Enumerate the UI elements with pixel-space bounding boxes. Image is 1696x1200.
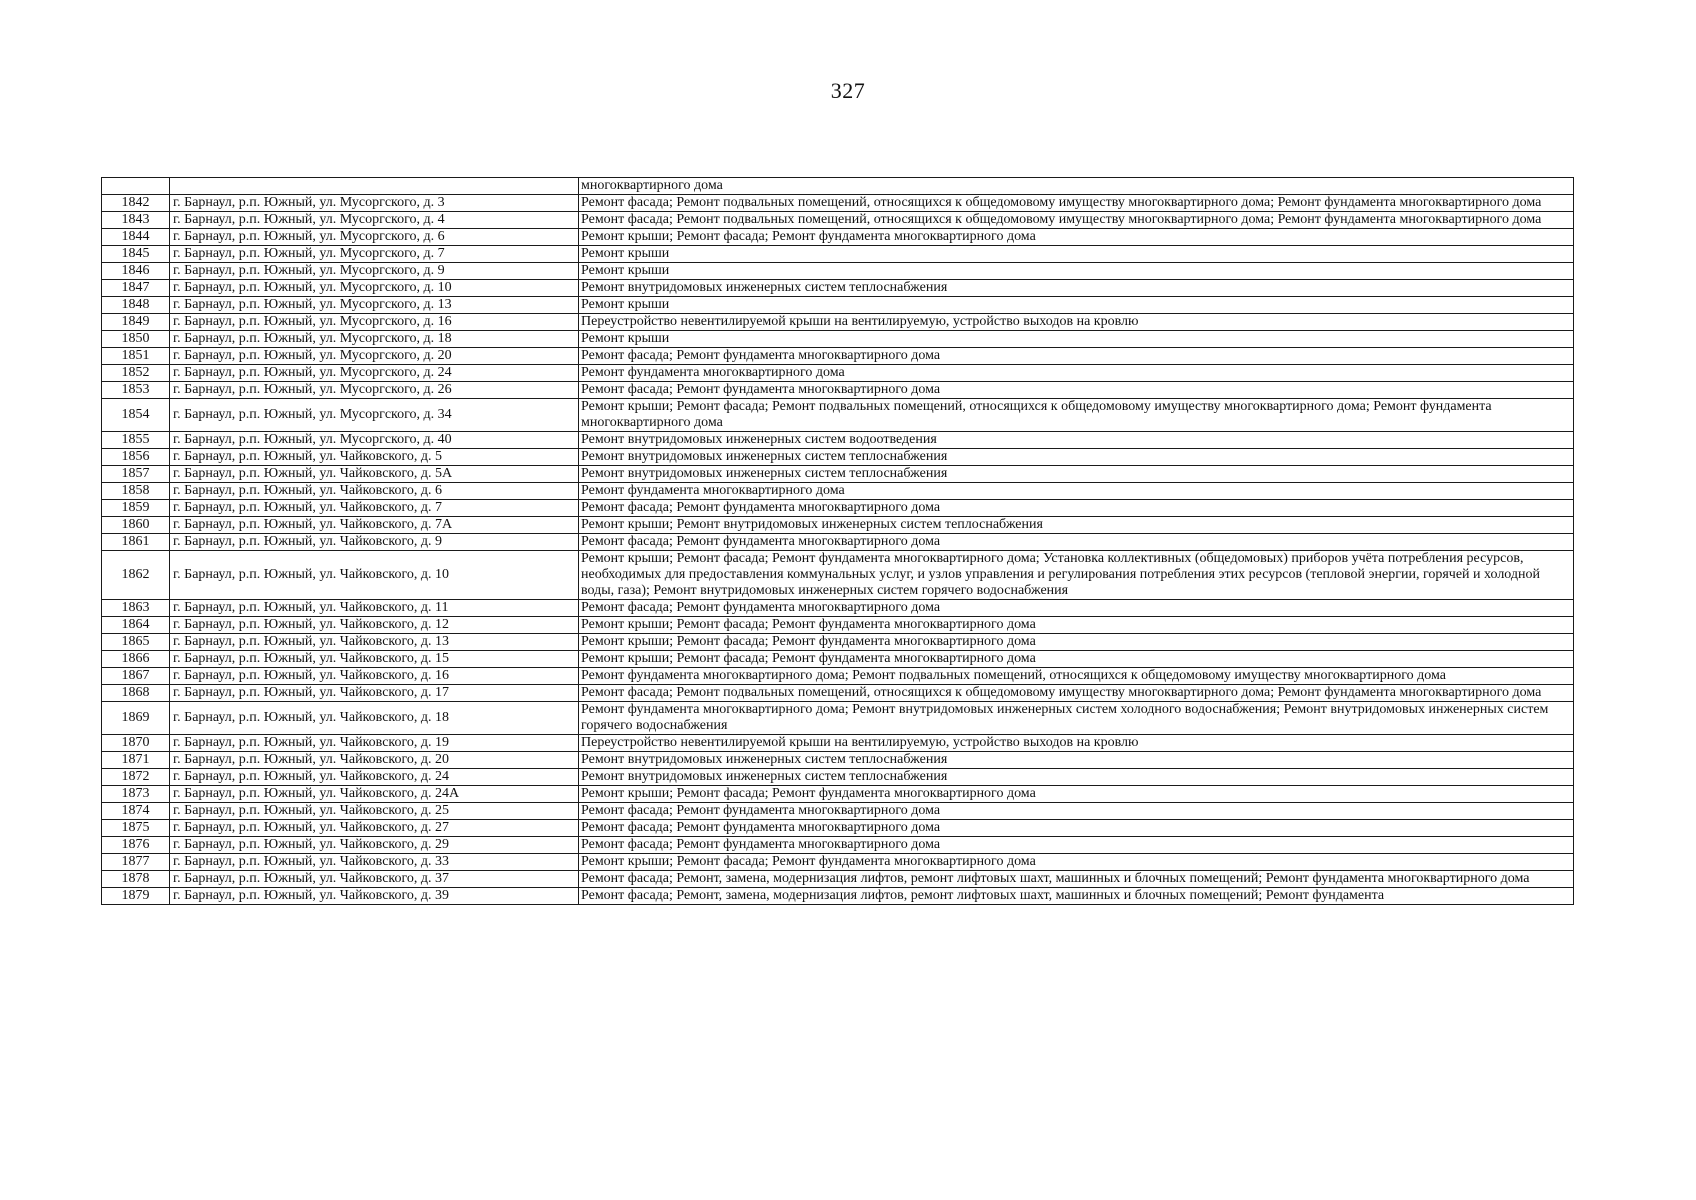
works-cell: Ремонт фасада; Ремонт фундамента многоквартирного дома [579, 500, 1574, 517]
row-number-cell: 1847 [102, 280, 170, 297]
row-number-cell: 1859 [102, 500, 170, 517]
table-body [102, 178, 1574, 905]
address-cell: г. Барнаул, р.п. Южный, ул. Чайковского, д. 11 [170, 600, 579, 617]
address-cell: г. Барнаул, р.п. Южный, ул. Мусоргского, д. 16 [170, 314, 579, 331]
table-row [102, 702, 1574, 735]
table-row [102, 752, 1574, 769]
table-row [102, 871, 1574, 888]
table-row [102, 685, 1574, 702]
table-row [102, 500, 1574, 517]
table-row [102, 348, 1574, 365]
table-row [102, 888, 1574, 905]
works-cell: Ремонт крыши; Ремонт фасада; Ремонт фундамента многоквартирного дома [579, 634, 1574, 651]
row-number-cell: 1843 [102, 212, 170, 229]
address-cell: г. Барнаул, р.п. Южный, ул. Чайковского, д. 25 [170, 803, 579, 820]
table-row [102, 365, 1574, 382]
address-cell: г. Барнаул, р.п. Южный, ул. Чайковского, д. 16 [170, 668, 579, 685]
table-row [102, 820, 1574, 837]
works-cell: Ремонт крыши [579, 263, 1574, 280]
row-number-cell: 1864 [102, 617, 170, 634]
row-number-cell: 1851 [102, 348, 170, 365]
table-row [102, 331, 1574, 348]
continuation-row [102, 178, 1574, 195]
row-number-cell: 1873 [102, 786, 170, 803]
row-number-cell: 1877 [102, 854, 170, 871]
works-cell: Ремонт внутридомовых инженерных систем теплоснабжения [579, 769, 1574, 786]
address-cell: г. Барнаул, р.п. Южный, ул. Чайковского, д. 18 [170, 702, 579, 735]
row-number-cell: 1845 [102, 246, 170, 263]
address-cell: г. Барнаул, р.п. Южный, ул. Мусоргского, д. 20 [170, 348, 579, 365]
works-cell: Ремонт фундамента многоквартирного дома; Ремонт подвальных помещений, относящихся к общедомовому имуществу многоквартирного дома [579, 668, 1574, 685]
address-cell: г. Барнаул, р.п. Южный, ул. Чайковского, д. 17 [170, 685, 579, 702]
table-row [102, 263, 1574, 280]
works-cell: Ремонт крыши [579, 246, 1574, 263]
address-cell: г. Барнаул, р.п. Южный, ул. Чайковского, д. 20 [170, 752, 579, 769]
row-number-cell: 1860 [102, 517, 170, 534]
works-cell: Ремонт крыши; Ремонт фасада; Ремонт фундамента многоквартирного дома [579, 786, 1574, 803]
address-cell: г. Барнаул, р.п. Южный, ул. Чайковского, д. 5А [170, 466, 579, 483]
address-cell: г. Барнаул, р.п. Южный, ул. Чайковского, д. 39 [170, 888, 579, 905]
address-cell: г. Барнаул, р.п. Южный, ул. Чайковского, д. 7 [170, 500, 579, 517]
works-cell: Ремонт крыши; Ремонт фасада; Ремонт фундамента многоквартирного дома [579, 651, 1574, 668]
row-number-cell: 1857 [102, 466, 170, 483]
row-number-cell: 1849 [102, 314, 170, 331]
works-cell: Ремонт крыши [579, 297, 1574, 314]
works-cell: Ремонт внутридомовых инженерных систем теплоснабжения [579, 752, 1574, 769]
works-cell: Ремонт фасада; Ремонт фундамента многоквартирного дома [579, 348, 1574, 365]
table-row [102, 634, 1574, 651]
works-cell: Ремонт внутридомовых инженерных систем теплоснабжения [579, 280, 1574, 297]
table-row [102, 735, 1574, 752]
row-number-cell: 1879 [102, 888, 170, 905]
table-row [102, 280, 1574, 297]
works-cell: Ремонт крыши; Ремонт фасада; Ремонт фундамента многоквартирного дома [579, 229, 1574, 246]
works-cell: Ремонт фундамента многоквартирного дома; Ремонт внутридомовых инженерных систем холодного водоснабжения; Ремонт внутридомовых инженерных систем горячего водоснабжения [579, 702, 1574, 735]
address-cell: г. Барнаул, р.п. Южный, ул. Чайковского, д. 15 [170, 651, 579, 668]
works-cell: Ремонт внутридомовых инженерных систем теплоснабжения [579, 449, 1574, 466]
row-number-cell: 1862 [102, 551, 170, 600]
table-row [102, 769, 1574, 786]
address-cell: г. Барнаул, р.п. Южный, ул. Чайковского, д. 12 [170, 617, 579, 634]
table-row [102, 551, 1574, 600]
table-row [102, 212, 1574, 229]
row-number-cell: 1868 [102, 685, 170, 702]
address-cell: г. Барнаул, р.п. Южный, ул. Мусоргского, д. 3 [170, 195, 579, 212]
address-cell: г. Барнаул, р.п. Южный, ул. Мусоргского, д. 4 [170, 212, 579, 229]
row-number-cell: 1853 [102, 382, 170, 399]
works-cell: Ремонт фасада; Ремонт подвальных помещений, относящихся к общедомовому имуществу многоквартирного дома; Ремонт фундамента многоквартирного дома [579, 212, 1574, 229]
table-row [102, 246, 1574, 263]
works-cell: Переустройство невентилируемой крыши на вентилируемую, устройство выходов на кровлю [579, 314, 1574, 331]
table-row [102, 399, 1574, 432]
housing-repair-table [101, 177, 1574, 905]
table-row [102, 483, 1574, 500]
address-cell: г. Барнаул, р.п. Южный, ул. Мусоргского, д. 10 [170, 280, 579, 297]
works-cell: Ремонт внутридомовых инженерных систем теплоснабжения [579, 466, 1574, 483]
table-row [102, 297, 1574, 314]
table-row [102, 534, 1574, 551]
table-row [102, 617, 1574, 634]
table-row [102, 229, 1574, 246]
row-number-cell: 1871 [102, 752, 170, 769]
works-cell: Ремонт крыши; Ремонт внутридомовых инженерных систем теплоснабжения [579, 517, 1574, 534]
address-cell: г. Барнаул, р.п. Южный, ул. Мусоргского, д. 26 [170, 382, 579, 399]
works-cell: Ремонт крыши; Ремонт фасада; Ремонт фундамента многоквартирного дома [579, 617, 1574, 634]
table-row [102, 314, 1574, 331]
address-cell: г. Барнаул, р.п. Южный, ул. Чайковского, д. 27 [170, 820, 579, 837]
works-cell: Ремонт фасада; Ремонт подвальных помещений, относящихся к общедомовому имуществу многоквартирного дома; Ремонт фундамента многоквартирного дома [579, 195, 1574, 212]
address-cell: г. Барнаул, р.п. Южный, ул. Чайковского, д. 29 [170, 837, 579, 854]
table-row [102, 382, 1574, 399]
address-cell: г. Барнаул, р.п. Южный, ул. Мусоргского, д. 13 [170, 297, 579, 314]
table-row [102, 651, 1574, 668]
address-cell: г. Барнаул, р.п. Южный, ул. Чайковского, д. 5 [170, 449, 579, 466]
row-number-cell: 1869 [102, 702, 170, 735]
table-row [102, 466, 1574, 483]
works-cell: Ремонт фасада; Ремонт фундамента многоквартирного дома [579, 820, 1574, 837]
works-cell: Ремонт фасада; Ремонт фундамента многоквартирного дома [579, 600, 1574, 617]
works-cell: Ремонт фасада; Ремонт, замена, модернизация лифтов, ремонт лифтовых шахт, машинных и блочных помещений; Ремонт фундамента многоквартирного дома [579, 871, 1574, 888]
row-number-cell: 1875 [102, 820, 170, 837]
address-cell: г. Барнаул, р.п. Южный, ул. Мусоргского, д. 24 [170, 365, 579, 382]
address-cell: г. Барнаул, р.п. Южный, ул. Чайковского, д. 19 [170, 735, 579, 752]
row-number-cell: 1874 [102, 803, 170, 820]
row-number-cell: 1867 [102, 668, 170, 685]
table-row [102, 786, 1574, 803]
address-cell: г. Барнаул, р.п. Южный, ул. Мусоргского, д. 34 [170, 399, 579, 432]
works-cell: Ремонт фундамента многоквартирного дома [579, 365, 1574, 382]
row-number-cell: 1854 [102, 399, 170, 432]
works-cell: Переустройство невентилируемой крыши на вентилируемую, устройство выходов на кровлю [579, 735, 1574, 752]
works-cell: Ремонт фундамента многоквартирного дома [579, 483, 1574, 500]
row-number-cell: 1866 [102, 651, 170, 668]
works-cell: Ремонт фасада; Ремонт, замена, модернизация лифтов, ремонт лифтовых шахт, машинных и блочных помещений; Ремонт фундамента [579, 888, 1574, 905]
address-cell: г. Барнаул, р.п. Южный, ул. Мусоргского, д. 40 [170, 432, 579, 449]
row-number-cell: 1848 [102, 297, 170, 314]
row-number-cell: 1865 [102, 634, 170, 651]
row-number-cell: 1855 [102, 432, 170, 449]
table-row [102, 195, 1574, 212]
row-number-cell: 1863 [102, 600, 170, 617]
works-cell: Ремонт фасада; Ремонт фундамента многоквартирного дома [579, 837, 1574, 854]
works-cell: Ремонт фасада; Ремонт подвальных помещений, относящихся к общедомовому имуществу многоквартирного дома; Ремонт фундамента многоквартирного дома [579, 685, 1574, 702]
row-number-cell: 1850 [102, 331, 170, 348]
works-cell: Ремонт крыши; Ремонт фасада; Ремонт фундамента многоквартирного дома; Установка коллективных (общедомовых) приборов учёта потребления ресурсов, необходимых для предоставления коммунальных услуг, и узлов управления и регулирования потребления этих ресурсов (тепловой энергии, горячей и холодной воды, газа); Ремонт внутридомовых инженерных систем горячего водоснабжения [579, 551, 1574, 600]
address-cell: г. Барнаул, р.п. Южный, ул. Чайковского, д. 24А [170, 786, 579, 803]
row-number-cell: 1852 [102, 365, 170, 382]
row-number-cell: 1878 [102, 871, 170, 888]
table-row [102, 432, 1574, 449]
address-cell: г. Барнаул, р.п. Южный, ул. Чайковского, д. 7А [170, 517, 579, 534]
address-cell: г. Барнаул, р.п. Южный, ул. Чайковского, д. 9 [170, 534, 579, 551]
table-row [102, 803, 1574, 820]
row-number-cell: 1846 [102, 263, 170, 280]
address-cell: г. Барнаул, р.п. Южный, ул. Чайковского, д. 33 [170, 854, 579, 871]
address-cell: г. Барнаул, р.п. Южный, ул. Мусоргского, д. 7 [170, 246, 579, 263]
works-cell: многоквартирного дома [579, 178, 1574, 195]
works-cell: Ремонт фасада; Ремонт фундамента многоквартирного дома [579, 534, 1574, 551]
row-number-cell: 1870 [102, 735, 170, 752]
works-cell: Ремонт фасада; Ремонт фундамента многоквартирного дома [579, 803, 1574, 820]
address-cell [170, 178, 579, 195]
row-number-cell: 1844 [102, 229, 170, 246]
row-number-cell [102, 178, 170, 195]
address-cell: г. Барнаул, р.п. Южный, ул. Чайковского, д. 10 [170, 551, 579, 600]
address-cell: г. Барнаул, р.п. Южный, ул. Чайковского, д. 24 [170, 769, 579, 786]
address-cell: г. Барнаул, р.п. Южный, ул. Мусоргского, д. 6 [170, 229, 579, 246]
table-row [102, 837, 1574, 854]
table-row [102, 668, 1574, 685]
works-cell: Ремонт крыши; Ремонт фасада; Ремонт подвальных помещений, относящихся к общедомовому имуществу многоквартирного дома; Ремонт фундамента многоквартирного дома [579, 399, 1574, 432]
row-number-cell: 1861 [102, 534, 170, 551]
page-number: 327 [830, 78, 866, 103]
works-cell: Ремонт крыши; Ремонт фасада; Ремонт фундамента многоквартирного дома [579, 854, 1574, 871]
works-cell: Ремонт крыши [579, 331, 1574, 348]
table-row [102, 854, 1574, 871]
row-number-cell: 1876 [102, 837, 170, 854]
address-cell: г. Барнаул, р.п. Южный, ул. Мусоргского, д. 9 [170, 263, 579, 280]
address-cell: г. Барнаул, р.п. Южный, ул. Чайковского, д. 13 [170, 634, 579, 651]
row-number-cell: 1842 [102, 195, 170, 212]
address-cell: г. Барнаул, р.п. Южный, ул. Чайковского, д. 37 [170, 871, 579, 888]
works-cell: Ремонт внутридомовых инженерных систем водоотведения [579, 432, 1574, 449]
row-number-cell: 1856 [102, 449, 170, 466]
table-row [102, 449, 1574, 466]
works-cell: Ремонт фасада; Ремонт фундамента многоквартирного дома [579, 382, 1574, 399]
row-number-cell: 1872 [102, 769, 170, 786]
row-number-cell: 1858 [102, 483, 170, 500]
address-cell: г. Барнаул, р.п. Южный, ул. Мусоргского, д. 18 [170, 331, 579, 348]
table-row [102, 600, 1574, 617]
address-cell: г. Барнаул, р.п. Южный, ул. Чайковского, д. 6 [170, 483, 579, 500]
table-row [102, 517, 1574, 534]
